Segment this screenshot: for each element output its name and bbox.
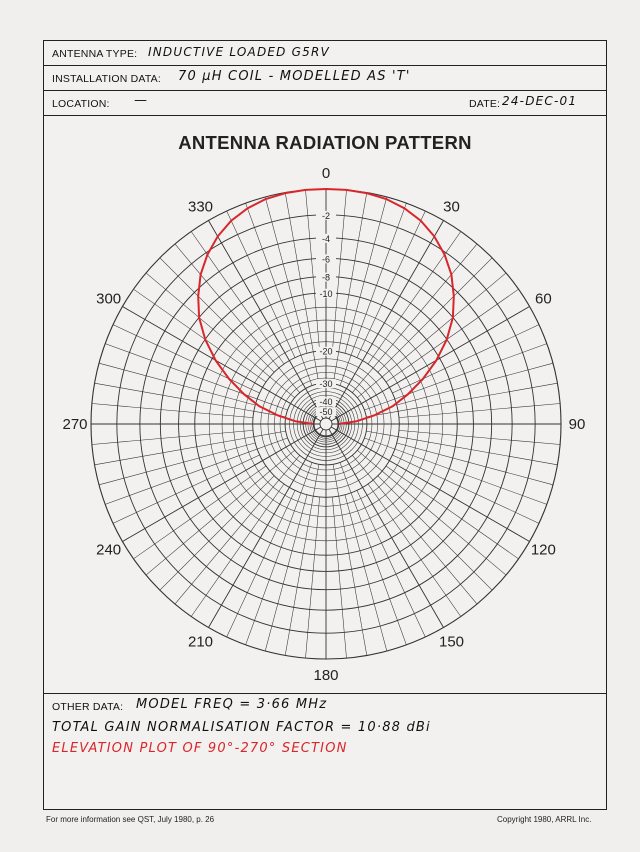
angle-label: 30 <box>443 198 460 216</box>
db-label: -30 <box>319 379 333 390</box>
db-label: -50 <box>319 407 333 418</box>
location-value: — <box>134 93 149 108</box>
angle-label: 180 <box>313 667 339 684</box>
date-label: DATE: <box>469 98 501 110</box>
location-label: LOCATION: <box>52 98 110 110</box>
radial-line <box>352 455 477 604</box>
angle-label: 90 <box>568 416 586 433</box>
radial-line <box>357 273 506 398</box>
radial-line <box>368 231 461 363</box>
db-label: -10 <box>319 288 333 299</box>
antenna-type-label: ANTENNA TYPE: <box>52 48 138 60</box>
radial-line <box>160 476 274 590</box>
angle-label: 270 <box>62 416 88 433</box>
chart-title: ANTENNA RADIATION PATTERN <box>178 132 472 153</box>
radial-line <box>133 466 265 559</box>
other-data-label: OTHER DATA: <box>52 701 124 713</box>
installation-label: INSTALLATION DATA: <box>52 73 162 85</box>
radial-line <box>160 258 274 372</box>
db-label: -20 <box>319 346 333 357</box>
angle-label: 210 <box>187 633 214 651</box>
angle-label: 300 <box>96 290 122 308</box>
other-data-line2: TOTAL GAIN NORMALISATION FACTOR = 10·88 dBi <box>52 720 431 735</box>
pattern-form <box>43 40 607 810</box>
db-label: -40 <box>319 397 333 408</box>
radial-line <box>133 289 265 382</box>
other-data-divider <box>44 693 606 694</box>
installation-value: 70 µH COIL - MODELLED AS 'T' <box>178 69 411 84</box>
date-value: 24-DEC-01 <box>502 94 578 108</box>
radial-line <box>386 466 518 559</box>
radial-line <box>399 430 560 444</box>
radiation-pattern-plot <box>44 41 608 693</box>
db-label: -8 <box>321 272 331 283</box>
angle-label: 120 <box>530 541 556 559</box>
radial-line <box>92 404 253 418</box>
radial-line <box>92 430 253 444</box>
radial-line <box>399 404 560 418</box>
angle-label: 60 <box>535 290 552 308</box>
angle-label: 330 <box>187 198 214 216</box>
radial-line <box>352 244 477 393</box>
radial-line <box>357 450 506 575</box>
radial-line <box>146 450 295 575</box>
angle-label: 0 <box>321 165 331 182</box>
other-data-line1: MODEL FREQ = 3·66 MHz <box>136 697 328 712</box>
radial-line <box>146 273 295 398</box>
footer-copyright: Copyright 1980, ARRL Inc. <box>497 815 592 824</box>
radial-line <box>175 455 300 604</box>
antenna-type-value: INDUCTIVE LOADED G5RV <box>148 45 330 59</box>
radial-line <box>378 476 492 590</box>
angle-label: 150 <box>438 633 465 651</box>
radial-line <box>368 484 461 616</box>
radial-line <box>175 244 300 393</box>
db-label: -4 <box>321 233 331 244</box>
radial-line <box>191 231 284 363</box>
radial-line <box>306 497 320 658</box>
db-label: -2 <box>321 210 331 221</box>
db-label: -6 <box>321 254 331 265</box>
footer-reference: For more information see QST, July 1980, p. 26 <box>46 815 215 824</box>
center-ring <box>320 418 332 430</box>
radial-line <box>386 289 518 382</box>
radial-line <box>378 258 492 372</box>
radial-line <box>191 484 284 616</box>
other-data-line3: ELEVATION PLOT OF 90°-270° SECTION <box>52 741 348 756</box>
radial-line <box>332 497 346 658</box>
angle-label: 240 <box>96 541 122 559</box>
